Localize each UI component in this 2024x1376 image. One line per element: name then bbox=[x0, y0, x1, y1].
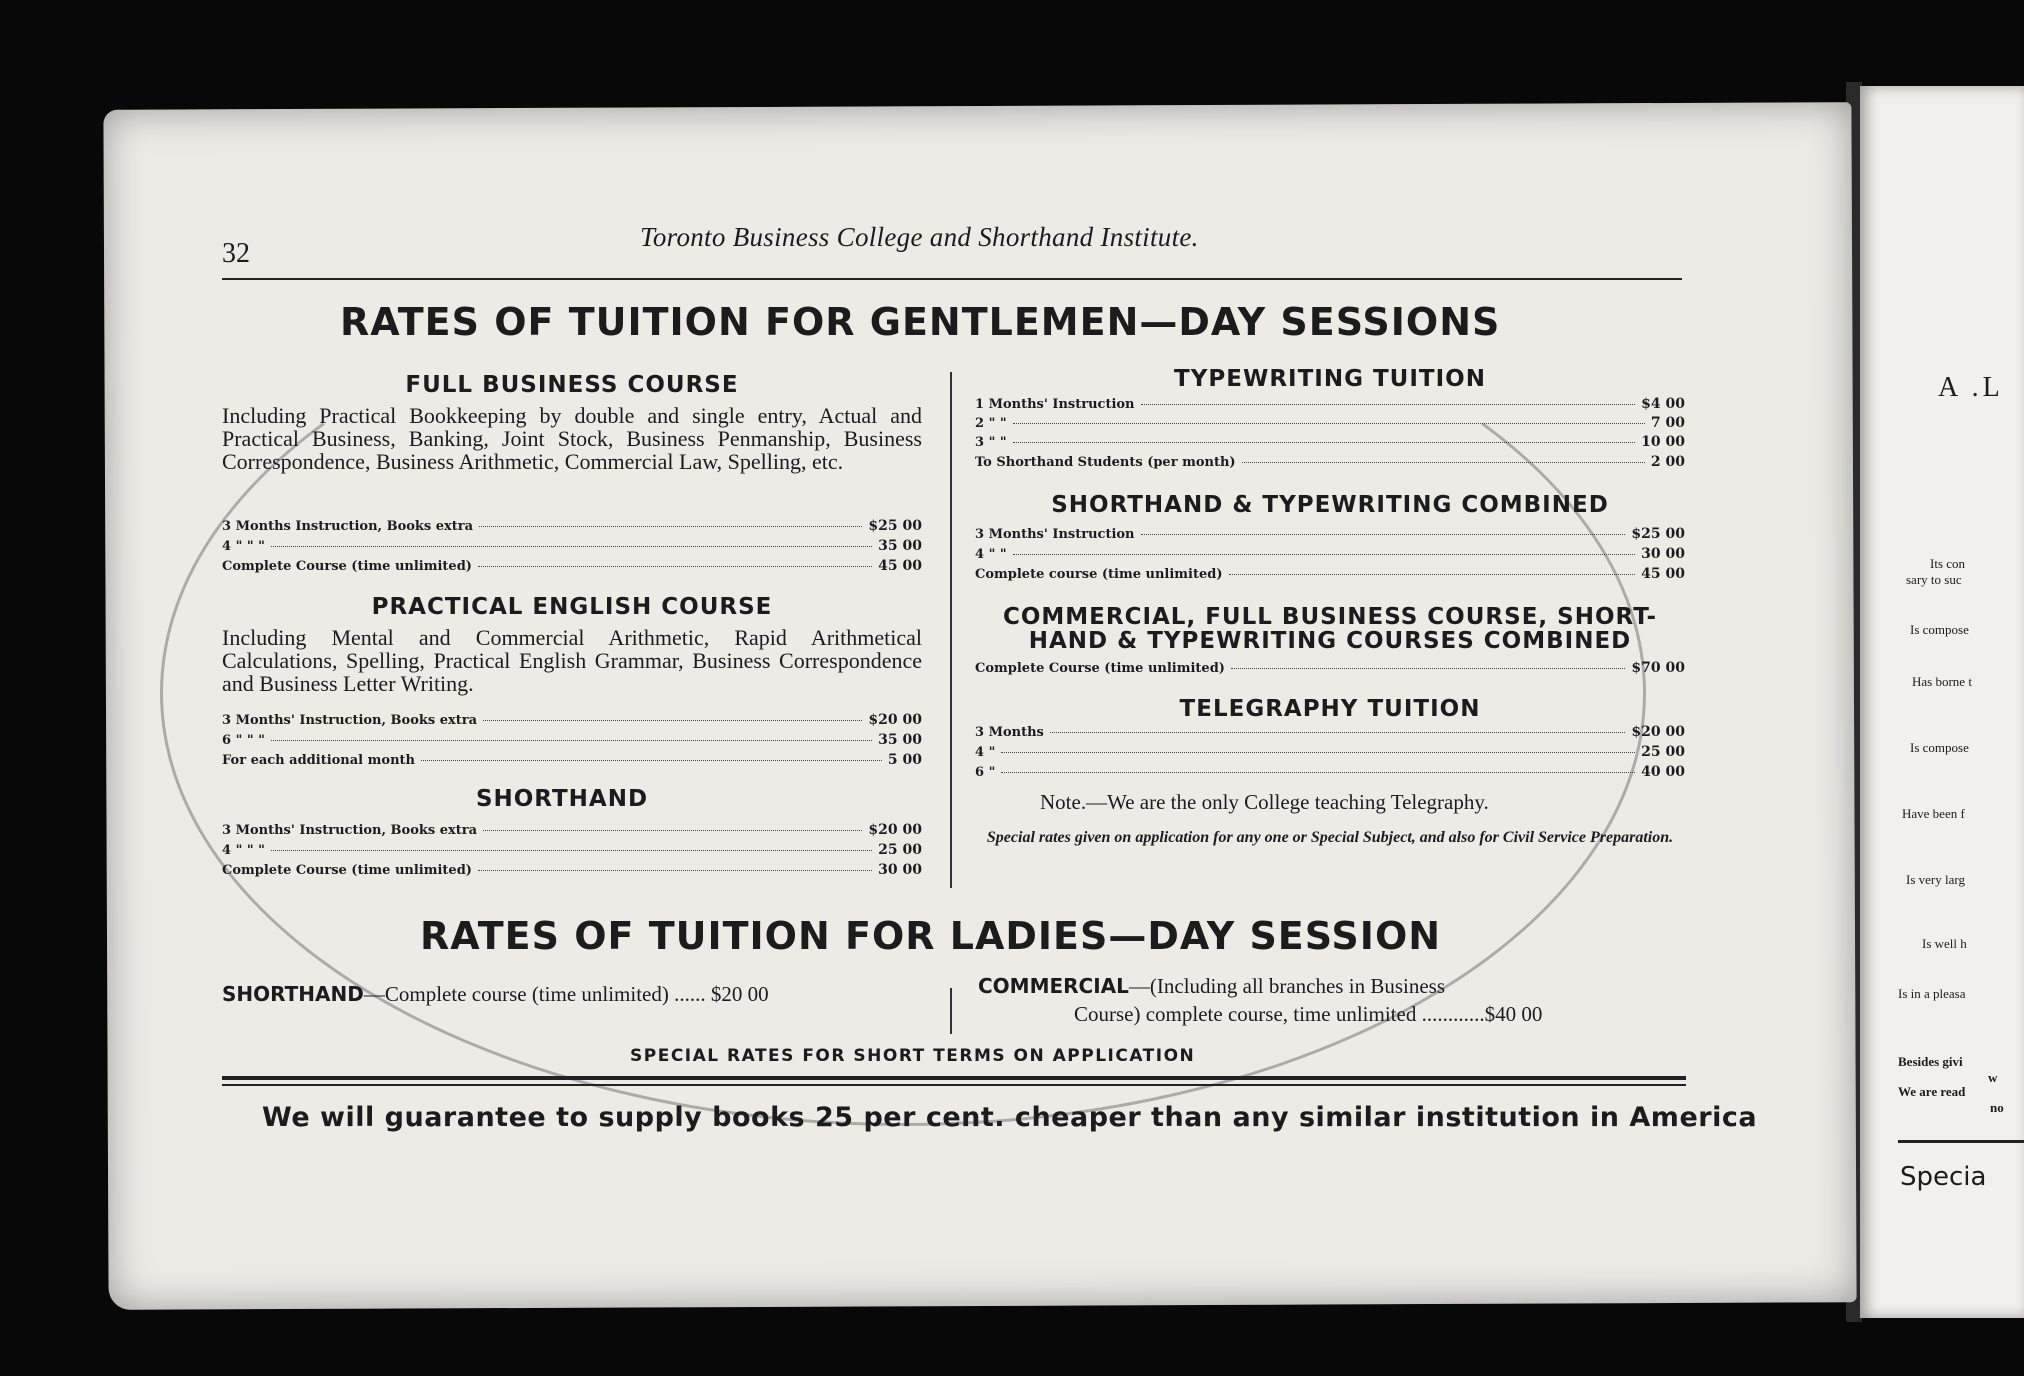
price-row: 3 Months' Instruction $25 00 bbox=[975, 526, 1685, 542]
footer-guarantee: We will guarantee to supply books 25 per cent. cheaper than any similar institution in America bbox=[262, 1102, 1758, 1133]
special-rates-note: Special rates given on application for any one or Special Subject, and also for Civil Service Preparation. bbox=[986, 829, 1674, 846]
price-row: To Shorthand Students (per month) 2 00 bbox=[975, 454, 1685, 470]
facing-line: Besides givi bbox=[1898, 1054, 1963, 1069]
facing-line: Is in a pleasa bbox=[1898, 986, 1966, 1001]
price-row: 6 " 40 00 bbox=[975, 764, 1685, 780]
price-row: 3 " " 10 00 bbox=[975, 434, 1685, 450]
shorthand-title: SHORTHAND bbox=[475, 786, 649, 812]
price-row: 4 " " 30 00 bbox=[975, 546, 1685, 562]
price-row: Complete Course (time unlimited) 45 00 bbox=[222, 558, 922, 574]
ladies-commercial-line2: Course) complete course, time unlimited ............$40 00 bbox=[1074, 1002, 1543, 1026]
facing-line: Is compose bbox=[1910, 622, 1969, 637]
facing-line: w bbox=[1988, 1070, 1998, 1085]
full-business-title: FULL BUSINESS COURSE bbox=[405, 372, 739, 398]
facing-line: Specia bbox=[1900, 1162, 1987, 1192]
page-number: 32 bbox=[222, 238, 250, 269]
column-divider bbox=[950, 372, 952, 888]
facing-line: no bbox=[1990, 1100, 2004, 1115]
ladies-commercial: COMMERCIAL—(Including all branches in Business bbox=[978, 974, 1445, 998]
price-row: 1 Months' Instruction $4 00 bbox=[975, 396, 1685, 412]
price-row: 4 " " " 25 00 bbox=[222, 842, 922, 858]
commercial-full-title-2: HAND & TYPEWRITING COURSES COMBINED bbox=[1028, 628, 1632, 654]
facing-page bbox=[1860, 86, 2024, 1318]
ladies-heading: RATES OF TUITION FOR LADIES—DAY SESSION bbox=[420, 914, 1442, 958]
commercial-full-title-1: COMMERCIAL, FULL BUSINESS COURSE, SHORT- bbox=[1002, 604, 1658, 630]
price-row: 3 Months $20 00 bbox=[975, 724, 1685, 740]
telegraphy-note: Note.—We are the only College teaching Telegraphy. bbox=[1040, 790, 1489, 814]
price-row: Complete Course (time unlimited) $70 00 bbox=[975, 660, 1685, 676]
facing-rule bbox=[1898, 1140, 2024, 1143]
price-row: Complete Course (time unlimited) 30 00 bbox=[222, 862, 922, 878]
price-row: 4 " " " 35 00 bbox=[222, 538, 922, 554]
gentlemen-heading: RATES OF TUITION FOR GENTLEMEN—DAY SESSIONS bbox=[340, 300, 1501, 344]
running-title: Toronto Business College and Shorthand Institute. bbox=[640, 222, 1199, 252]
facing-line: Has borne t bbox=[1912, 674, 1972, 689]
combined-title: SHORTHAND & TYPEWRITING COMBINED bbox=[1051, 492, 1609, 518]
facing-page-heading: A .L bbox=[1938, 372, 2004, 403]
price-row: 3 Months' Instruction, Books extra $20 00 bbox=[222, 822, 922, 838]
facing-line: Is compose bbox=[1910, 740, 1969, 755]
practical-english-title: PRACTICAL ENGLISH COURSE bbox=[371, 594, 773, 620]
price-row: 3 Months Instruction, Books extra $25 00 bbox=[222, 518, 922, 534]
facing-line: Is very larg bbox=[1906, 872, 1965, 887]
price-row: 6 " " " 35 00 bbox=[222, 732, 922, 748]
full-business-desc: Including Practical Bookkeeping by double and single entry, Actual and Practical Business, Banking, Joint Stock, Business Penmanship, Business Correspondence, Business Arithmetic, Commercial Law, Spelling, etc. bbox=[222, 403, 922, 474]
footer-rule-top bbox=[222, 1076, 1686, 1080]
facing-line: Have been f bbox=[1902, 806, 1965, 821]
facing-line: We are read bbox=[1898, 1084, 1966, 1099]
facing-line: Is well h bbox=[1922, 936, 1967, 951]
footer-rule-bottom bbox=[222, 1084, 1686, 1086]
price-row: 4 " 25 00 bbox=[975, 744, 1685, 760]
price-row: For each additional month 5 00 bbox=[222, 752, 922, 768]
facing-line: Its con bbox=[1930, 556, 1966, 571]
short-terms-note: SPECIAL RATES FOR SHORT TERMS ON APPLICATION bbox=[630, 1046, 1196, 1066]
price-row: Complete course (time unlimited) 45 00 bbox=[975, 566, 1685, 582]
price-row: 2 " " 7 00 bbox=[975, 415, 1685, 431]
telegraphy-title: TELEGRAPHY TUITION bbox=[1179, 696, 1481, 722]
typewriting-title: TYPEWRITING TUITION bbox=[1174, 366, 1486, 392]
header-rule bbox=[222, 278, 1682, 280]
ladies-divider bbox=[950, 988, 952, 1034]
price-row: 3 Months' Instruction, Books extra $20 00 bbox=[222, 712, 922, 728]
ladies-shorthand: SHORTHAND—Complete course (time unlimited) ...... $20 00 bbox=[222, 982, 769, 1006]
practical-english-desc: Including Mental and Commercial Arithmetic, Rapid Arithmetical Calculations, Spelling, Practical English Grammar, Business Correspondence and Business Letter Writing. bbox=[222, 625, 922, 696]
facing-line: sary to suc bbox=[1906, 572, 1962, 587]
